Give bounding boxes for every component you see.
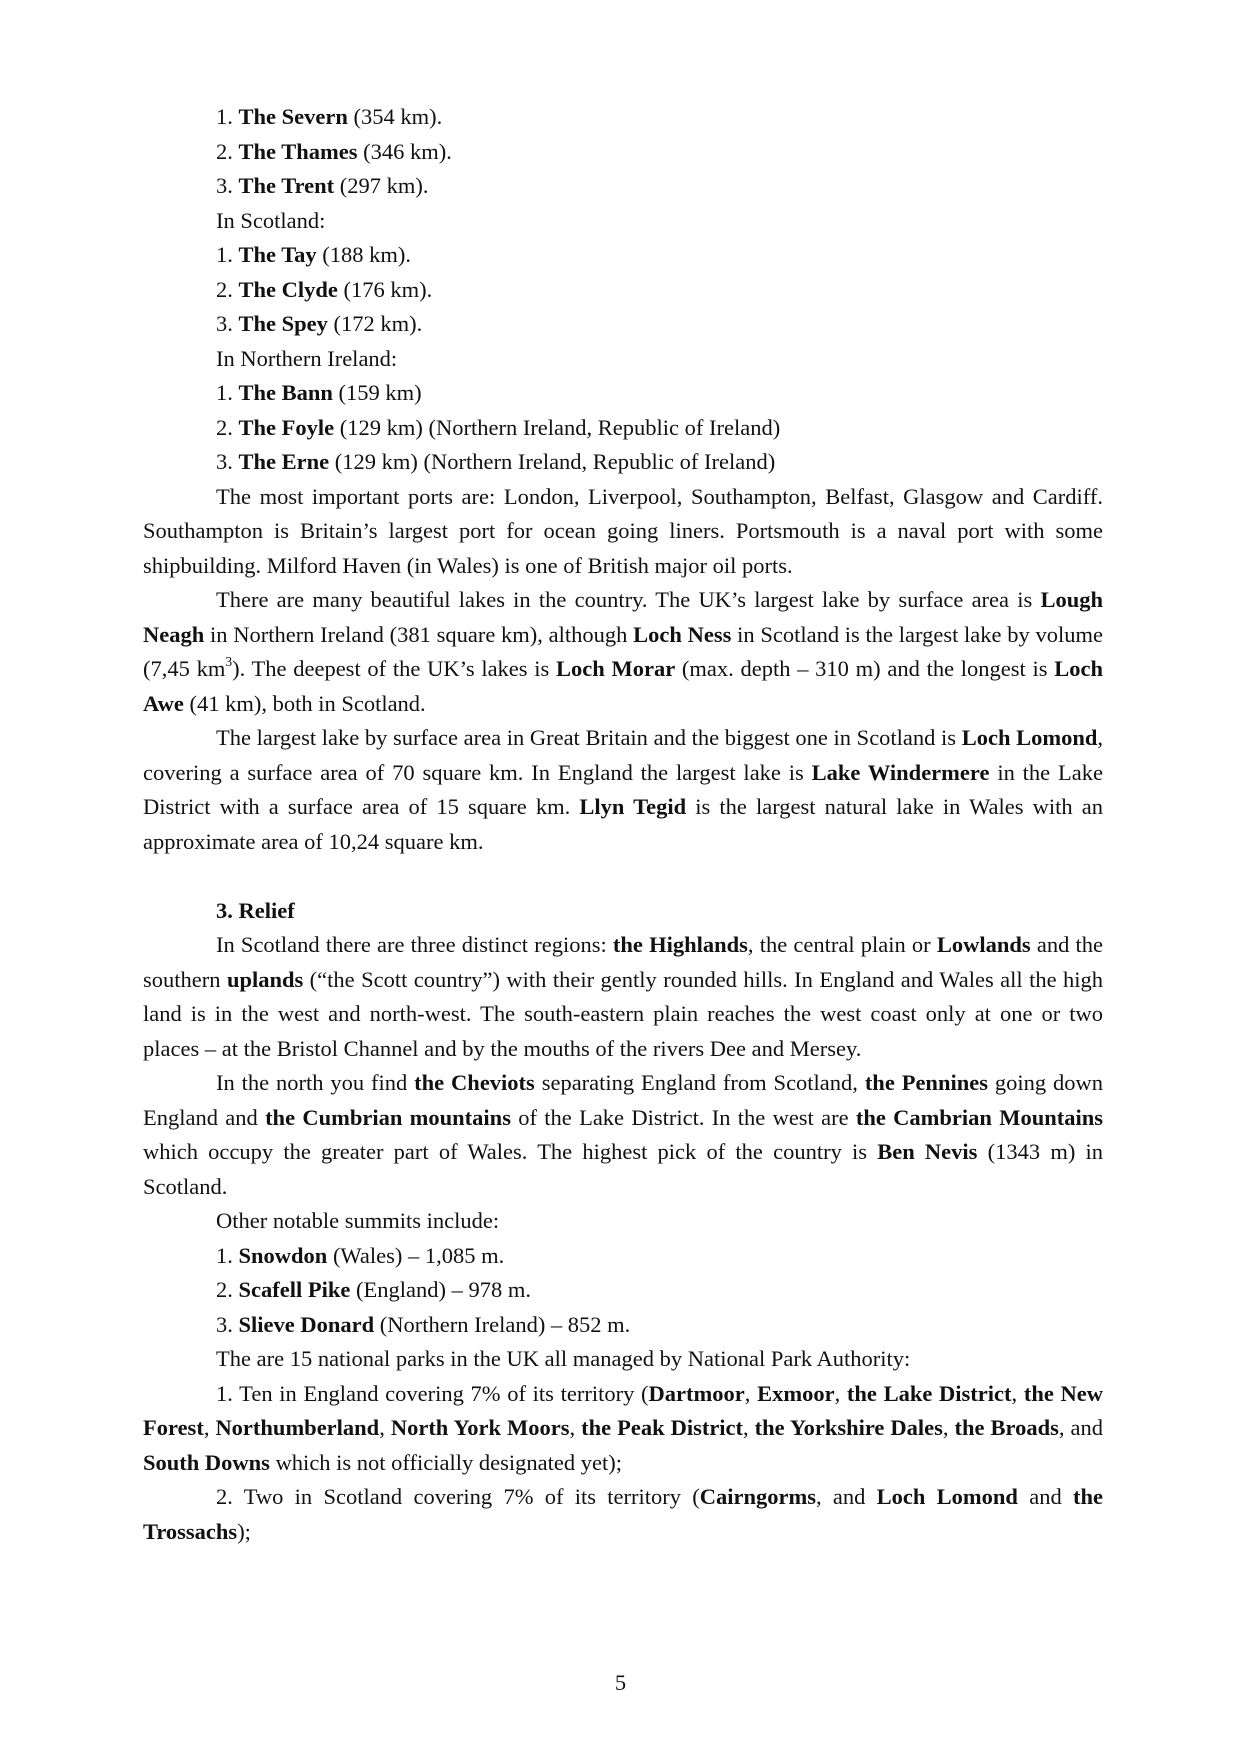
summits-intro: Other notable summits include: [216, 1208, 500, 1233]
list-item-river: 1. The Severn (354 km). [216, 104, 443, 129]
list-item-summit: 1. Snowdon (Wales) – 1,085 m. [216, 1242, 505, 1268]
mountains-paragraph: In the north you find the Cheviots separating England from Scotland, the Pennines going down England and the Cumbrian mountains of the Lake District. In the west are the Cambrian Mountains which occupy the greater part of Wales. The highest pick of the country is Ben Nevis (1343 m) in Scotland. [143, 1070, 1104, 1199]
section-heading-relief: 3. Relief [216, 897, 295, 923]
list-item-river: 1. The Tay (188 km). [216, 242, 412, 267]
list-item-river: 3. The Trent (297 km). [216, 173, 429, 198]
document-page [143, 100, 1103, 1549]
list-item-river: 3. The Spey (172 km). [216, 311, 423, 336]
northern-ireland-intro: In Northern Ireland: [216, 345, 398, 371]
scotland-intro: In Scotland: [216, 207, 326, 233]
relief-paragraph: In Scotland there are three distinct regions: the Highlands, the central plain or Lowlands and the southern uplands (“the Scott country”) with their gently rounded hills. In England and Wales all the high land is in the west and north-west. The south-eastern plain reaches the west coast only at one or two places – at the Bristol Channel and by the mouths of the rivers Dee and Mersey. [143, 932, 1103, 1061]
list-item-summit: 3. Slieve Donard (Northern Ireland) – 852 m. [216, 1311, 631, 1337]
list-item-summit: 2. Scafell Pike (England) – 978 m. [216, 1277, 531, 1302]
largest-lake-paragraph: The largest lake by surface area in Great Britain and the biggest one in Scotland is Loch Lomond, covering a surface area of 70 square km. In England the largest lake is Lake Windermere in the Lake District with a surface area of 15 square km. Llyn Tegid is the largest natural lake in Wales with an approximate area of 10,24 square km. [143, 725, 1103, 854]
list-item-river: 2. The Foyle (129 km) (Northern Ireland, Republic of Ireland) [216, 414, 781, 440]
list-item-river: 3. The Erne (129 km) (Northern Ireland, Republic of Ireland) [216, 449, 776, 474]
national-parks-intro: The are 15 national parks in the UK all managed by National Park Authority: [216, 1346, 911, 1371]
page-number: 5 [614, 1670, 627, 1695]
list-item-river: 2. The Thames (346 km). [216, 138, 452, 164]
lakes-paragraph: There are many beautiful lakes in the country. The UK’s largest lake by surface area is Lough Neagh in Northern Ireland (381 square km), although Loch Ness in Scotland is the largest lake by volume (7,45 $km^3$). The deepest of the UK’s lakes is Loch Morar (max. depth – 310 m) and the longest is Loch Awe (41 km), both in Scotland. [143, 587, 1103, 716]
ports-paragraph: The most important ports are: London, Liverpool, Southampton, Belfast, Glasgow and Cardiff. Southampton is Britain’s largest port for ocean going liners. Portsmouth is a naval port with some shipbuilding. Milford Haven (in Wales) is one of British major oil ports. [143, 483, 1103, 578]
parks-england-paragraph: 1. Ten in England covering 7% of its territory (Dartmoor, Exmoor, the Lake District, the New Forest, Northumberland, North York Moors, the Peak District, the Yorkshire Dales, the Broads, and South Downs which is not officially designated yet); [143, 1380, 1104, 1475]
list-item-river: 2. The Clyde (176 km). [216, 276, 433, 302]
list-item-river: 1. The Bann (159 km) [216, 380, 422, 405]
parks-scotland-paragraph: 2. Two in Scotland covering 7% of its territory (Cairngorms, and Loch Lomond and the Trossachs); [143, 1484, 1103, 1544]
